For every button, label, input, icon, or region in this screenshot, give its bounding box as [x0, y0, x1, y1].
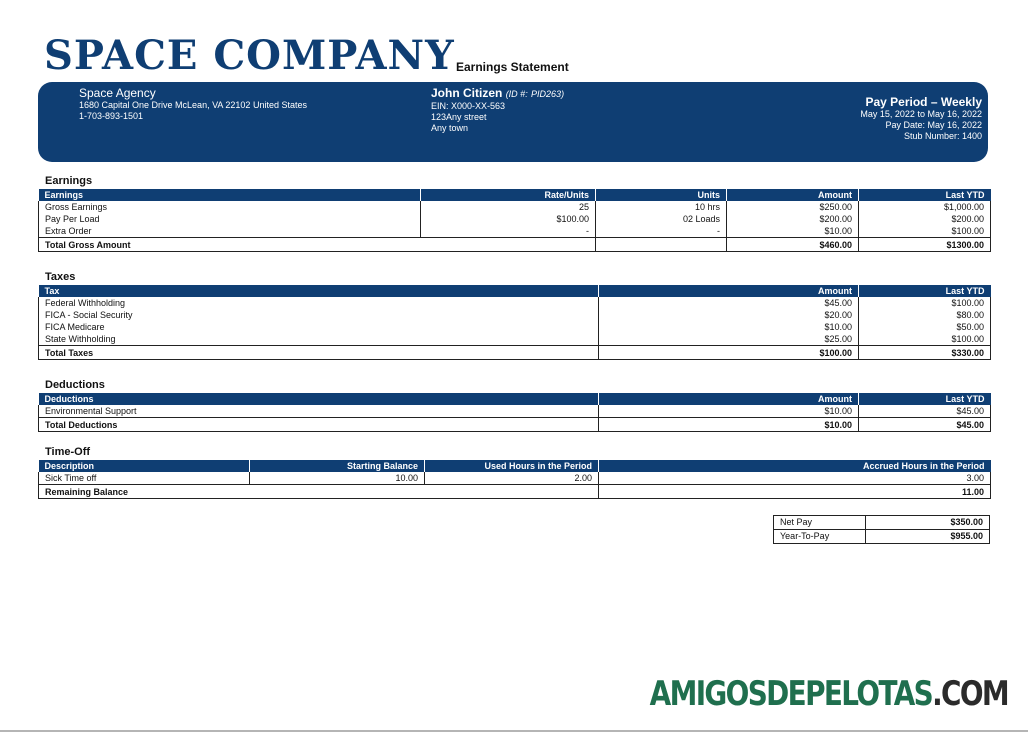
accrued-hours-col-header: Accrued Hours in the Period [599, 460, 991, 472]
timeoff-header-row [39, 460, 991, 472]
net-pay-row [774, 516, 990, 530]
deductions-total-row [39, 418, 991, 432]
table-cell: FICA - Social Security [39, 309, 599, 321]
table-cell: $20.00 [599, 309, 859, 321]
taxes-total-row [39, 346, 991, 360]
timeoff-table [38, 460, 991, 499]
table-cell: $25.00 [599, 333, 859, 346]
earnings-col-header: Earnings [39, 189, 421, 201]
table-cell: Sick Time off [39, 472, 250, 485]
amount-col-header: Amount [599, 393, 859, 405]
total-ytd: $1300.00 [859, 238, 991, 252]
rate-col-header: Rate/Units [421, 189, 596, 201]
site-watermark [650, 674, 1008, 714]
table-row [39, 201, 991, 213]
table-cell: Environmental Support [39, 405, 599, 418]
deductions-col-header: Deductions [39, 393, 599, 405]
total-amount: $100.00 [599, 346, 859, 360]
table-row [39, 333, 991, 346]
taxes-table [38, 285, 991, 360]
table-cell: $200.00 [859, 213, 991, 225]
total-label: Total Gross Amount [39, 238, 596, 252]
earnings-total-row [39, 238, 991, 252]
employee-name-line [431, 87, 564, 101]
watermark-name: AMIGOSDEPELOTAS [649, 674, 933, 714]
table-row [39, 309, 991, 321]
table-cell: 25 [421, 201, 596, 213]
header-banner [38, 82, 988, 162]
table-cell: $1,000.00 [859, 201, 991, 213]
table-row [39, 405, 991, 418]
net-pay-table [773, 515, 990, 544]
stub-number: Stub Number: 1400 [903, 131, 982, 141]
company-phone: 1-703-893-1501 [79, 111, 144, 121]
table-cell: $10.00 [599, 405, 859, 418]
taxes-section-title: Taxes [45, 271, 76, 283]
net-pay-value: $350.00 [865, 516, 989, 530]
year-to-pay-row [774, 530, 990, 544]
employee-id: PID263) [531, 89, 565, 99]
amount-col-header: Amount [599, 285, 859, 297]
employee-id-label: (ID #: [505, 89, 528, 99]
table-cell: 3.00 [599, 472, 991, 485]
amount-col-header: Amount [727, 189, 859, 201]
ytd-col-header: Last YTD [859, 393, 991, 405]
starting-balance-col-header: Starting Balance [250, 460, 425, 472]
pay-period-title: Pay Period – Weekly [865, 95, 982, 109]
earnings-header-row [39, 189, 991, 201]
table-cell: $10.00 [599, 321, 859, 333]
table-cell: $45.00 [599, 297, 859, 309]
total-label: Total Deductions [39, 418, 599, 432]
table-cell: Federal Withholding [39, 297, 599, 309]
table-cell: $100.00 [859, 297, 991, 309]
pay-period-range: May 15, 2022 to May 16, 2022 [860, 109, 982, 119]
table-cell: FICA Medicare [39, 321, 599, 333]
table-cell: - [421, 225, 596, 238]
used-hours-col-header: Used Hours in the Period [425, 460, 599, 472]
total-label: Total Taxes [39, 346, 599, 360]
ytd-col-header: Last YTD [859, 189, 991, 201]
earnings-section-title: Earnings [45, 175, 93, 187]
earnings-table [38, 189, 991, 252]
deductions-table [38, 393, 991, 432]
employee-street: 123Any street [431, 112, 487, 122]
deductions-section-title: Deductions [45, 379, 105, 391]
table-cell: 02 Loads [596, 213, 727, 225]
table-row [39, 225, 991, 238]
table-row [39, 321, 991, 333]
total-ytd: $45.00 [859, 418, 991, 432]
table-cell: 2.00 [425, 472, 599, 485]
company-info [79, 87, 307, 122]
taxes-header-row [39, 285, 991, 297]
pay-period-info [860, 95, 982, 142]
total-amount: $460.00 [727, 238, 859, 252]
watermark-domain: .COM [932, 674, 1008, 714]
remaining-balance-row [39, 485, 991, 499]
total-ytd: $330.00 [859, 346, 991, 360]
table-row [39, 213, 991, 225]
table-cell: State Withholding [39, 333, 599, 346]
employee-name: John Citizen [431, 86, 503, 100]
table-row [39, 297, 991, 309]
document-title: Earnings Statement [456, 60, 569, 74]
page-bottom-divider [0, 730, 1028, 732]
employee-info [431, 87, 564, 134]
timeoff-section-title: Time-Off [45, 446, 91, 458]
employee-town: Any town [431, 123, 469, 133]
table-cell [596, 238, 727, 252]
table-cell: $10.00 [727, 225, 859, 238]
table-cell: Extra Order [39, 225, 421, 238]
year-to-pay-value: $955.00 [865, 530, 989, 544]
pay-date: Pay Date: May 16, 2022 [885, 120, 982, 130]
company-address: 1680 Capital One Drive McLean, VA 22102 United States [79, 100, 307, 110]
units-col-header: Units [596, 189, 727, 201]
table-cell: 10 hrs [596, 201, 727, 213]
company-name: Space Agency [79, 86, 156, 100]
net-pay-label: Net Pay [774, 516, 866, 530]
table-cell: $250.00 [727, 201, 859, 213]
total-amount: $10.00 [599, 418, 859, 432]
deductions-header-row [39, 393, 991, 405]
table-cell: - [596, 225, 727, 238]
remaining-balance-value: 11.00 [599, 485, 991, 499]
employee-ein: EIN: X000-XX-563 [431, 101, 506, 111]
year-to-pay-label: Year-To-Pay [774, 530, 866, 544]
table-cell: Pay Per Load [39, 213, 421, 225]
table-cell: Gross Earnings [39, 201, 421, 213]
table-cell: 10.00 [250, 472, 425, 485]
description-col-header: Description [39, 460, 250, 472]
ytd-col-header: Last YTD [859, 285, 991, 297]
table-cell: $80.00 [859, 309, 991, 321]
table-cell: $200.00 [727, 213, 859, 225]
company-logo: SPACE COMPANY [44, 32, 455, 79]
table-cell: $100.00 [859, 225, 991, 238]
table-cell: $100.00 [421, 213, 596, 225]
table-row [39, 472, 991, 485]
table-cell: $45.00 [859, 405, 991, 418]
table-cell: $100.00 [859, 333, 991, 346]
tax-col-header: Tax [39, 285, 599, 297]
table-cell: $50.00 [859, 321, 991, 333]
total-label: Remaining Balance [39, 485, 599, 499]
